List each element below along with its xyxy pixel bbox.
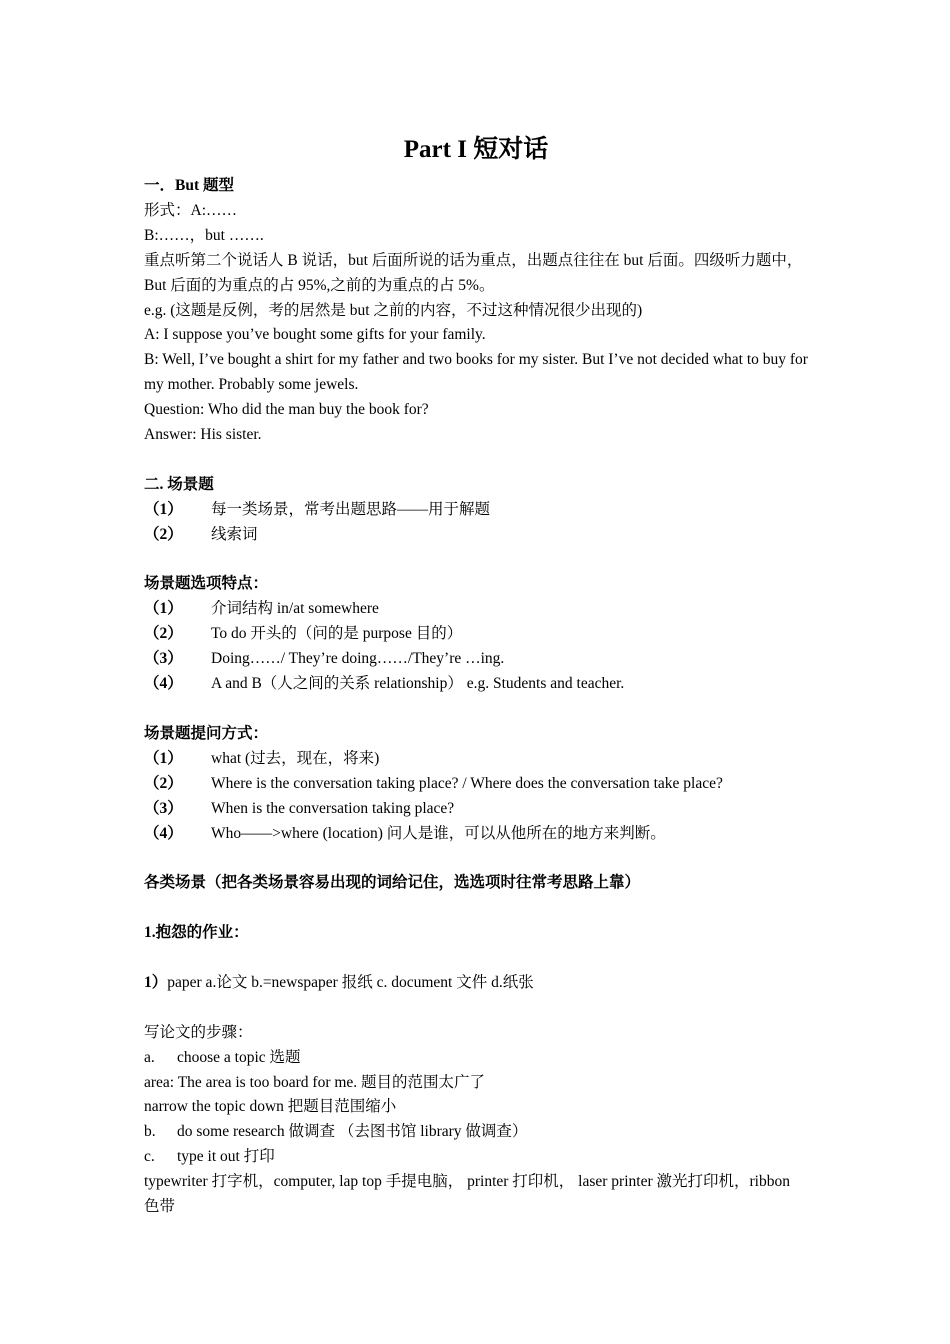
section-heading-but: 一．But 题型 [144,177,234,194]
example-note: e.g. (这题是反例，考的居然是 but 之前的内容，不过这种情况很少出现的) [144,301,643,319]
list-item: （2） 线索词 [144,525,258,543]
spacer [144,448,808,473]
subheading-homework: 1.抱怨的作业： [144,924,249,942]
section-heading-scene: 二. 场景题 [144,475,214,493]
list-item: （2） To do 开头的（问的是 purpose 目的） [144,625,463,643]
but-explanation: 重点听第二个说话人 B 说话，but 后面所说的话为重点，出题点往往在 but 后面。四级听力题中，But 后面的为重点的占 95%,之前的为重点的占 5%。 [144,251,803,294]
example-speaker-b: B: Well, I’ve bought a shirt for my father and two books for my sister. But I’ve not decided what to buy for my mother. Probably some jewels. [144,351,808,394]
list-item: （3） Doing……/ They’re doing……/They’re …ing. [144,650,505,668]
section-heading-scenes: 各类场景（把各类场景容易出现的词给记住，选选项时往常考思路上靠） [144,874,641,892]
steps-title: 写论文的步骤： [144,1023,253,1041]
step-c: c. type it out 打印 [144,1148,275,1166]
spacer [144,846,808,871]
list-item: （3） When is the conversation taking place? [144,799,455,817]
list-item: （4） Who——>where (location) 问人是谁，可以从他所在的地方来判断。 [144,824,666,842]
example-answer: Answer: His sister. [144,426,262,444]
list-item: （1） what (过去，现在，将来) [144,749,380,767]
step-b: b. do some research 做调查 （去图书馆 library 做调查） [144,1123,528,1141]
spacer [144,896,808,921]
spacer [144,548,808,573]
document-page [144,130,808,1220]
paper-meanings: 1）paper a.论文 b.=newspaper 报纸 c. document 文件 d.纸张 [144,973,534,991]
example-question: Question: Who did the man buy the book for? [144,401,429,419]
section-heading-options: 场景题选项特点： [144,575,269,593]
page-title: Part I 短对话 [403,136,549,163]
narrow-note: narrow the topic down 把题目范围缩小 [144,1098,397,1116]
form-line-b: B:……，but ……. [144,226,264,244]
step-a: a. choose a topic 选题 [144,1048,301,1066]
list-item: （2） Where is the conversation taking place? / Where does the conversation take place? [144,774,723,792]
section-heading-questions: 场景题提问方式： [144,724,269,742]
example-speaker-a: A: I suppose you’ve bought some gifts for your family. [144,326,486,344]
list-item: （1） 每一类场景，常考出题思路——用于解题 [144,500,491,518]
list-item: （4） A and B（人之间的关系 relationship） e.g. Students and teacher. [144,675,625,693]
list-item: （1） 介词结构 in/at somewhere [144,600,379,618]
spacer [144,946,808,971]
vocabulary-line: typewriter 打字机，computer, lap top 手提电脑， printer 打印机， laser printer 激光打印机，ribbon 色带 [144,1173,790,1216]
form-line-a: 形式：A:…… [144,201,238,219]
spacer [144,697,808,722]
area-note: area: The area is too board for me. 题目的范围太广了 [144,1073,486,1091]
spacer [144,996,808,1021]
